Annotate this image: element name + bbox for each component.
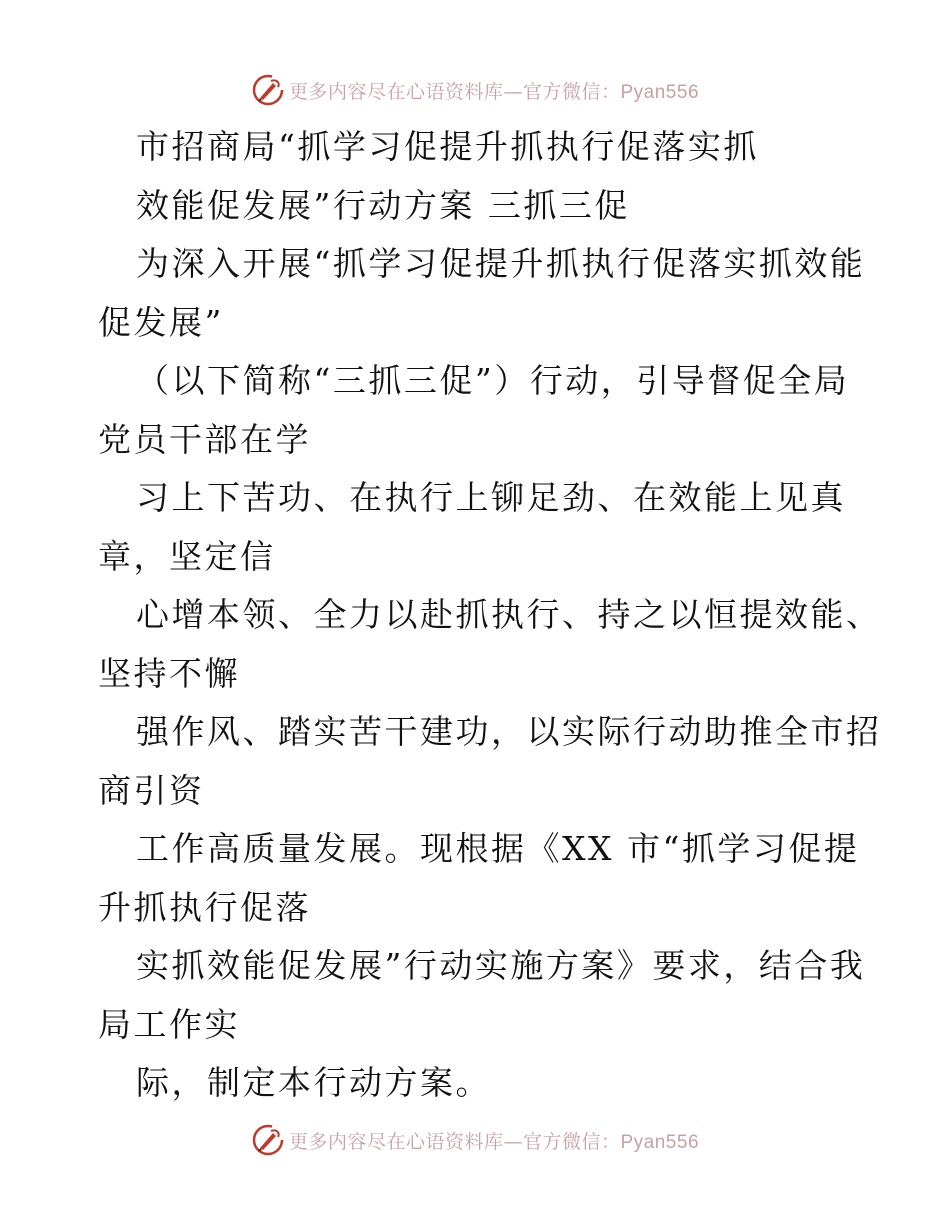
text-line: 党员干部在学 <box>98 419 311 459</box>
text-line: 章，坚定信 <box>98 536 276 576</box>
text-line: （以下简称“三抓三促”）行动，引导督促全局 <box>136 361 850 400</box>
quill-logo-icon <box>251 1123 285 1157</box>
text-line: 为深入开展“抓学习促提升抓执行促落实抓效能 <box>136 244 866 283</box>
text-line: 局工作实 <box>98 1004 240 1044</box>
text-line: 心增本领、全力以赴抓执行、持之以恒提效能、 <box>136 595 882 634</box>
text-line: 促发展” <box>98 302 224 342</box>
text-line: 工作高质量发展。现根据《XX 市“抓学习促提 <box>136 829 860 868</box>
document-body <box>98 118 882 1113</box>
text-line: 习上下苦功、在执行上铆足劲、在效能上见真 <box>136 478 846 517</box>
watermark-header <box>0 70 950 110</box>
watermark-text: 更多内容尽在心语资料库—官方微信：Pyan556 <box>288 1130 700 1153</box>
text-line: 际，制定本行动方案。 <box>136 1063 491 1102</box>
text-line: 强作风、踏实苦干建功，以实际行动助推全市招 <box>136 712 882 751</box>
text-line: 效能促发展”行动方案 三抓三促 <box>136 185 630 225</box>
text-line: 坚持不懈 <box>98 653 240 693</box>
watermark-text: 更多内容尽在心语资料库—官方微信：Pyan556 <box>288 80 700 103</box>
text-line: 市招商局“抓学习促提升抓执行促落实抓 <box>136 127 759 166</box>
text-line: 商引资 <box>98 770 205 810</box>
quill-logo-icon <box>251 73 285 107</box>
text-line: 实抓效能促发展”行动实施方案》要求，结合我 <box>136 946 866 985</box>
watermark-footer <box>0 1120 950 1160</box>
text-line: 升抓执行促落 <box>98 887 311 927</box>
